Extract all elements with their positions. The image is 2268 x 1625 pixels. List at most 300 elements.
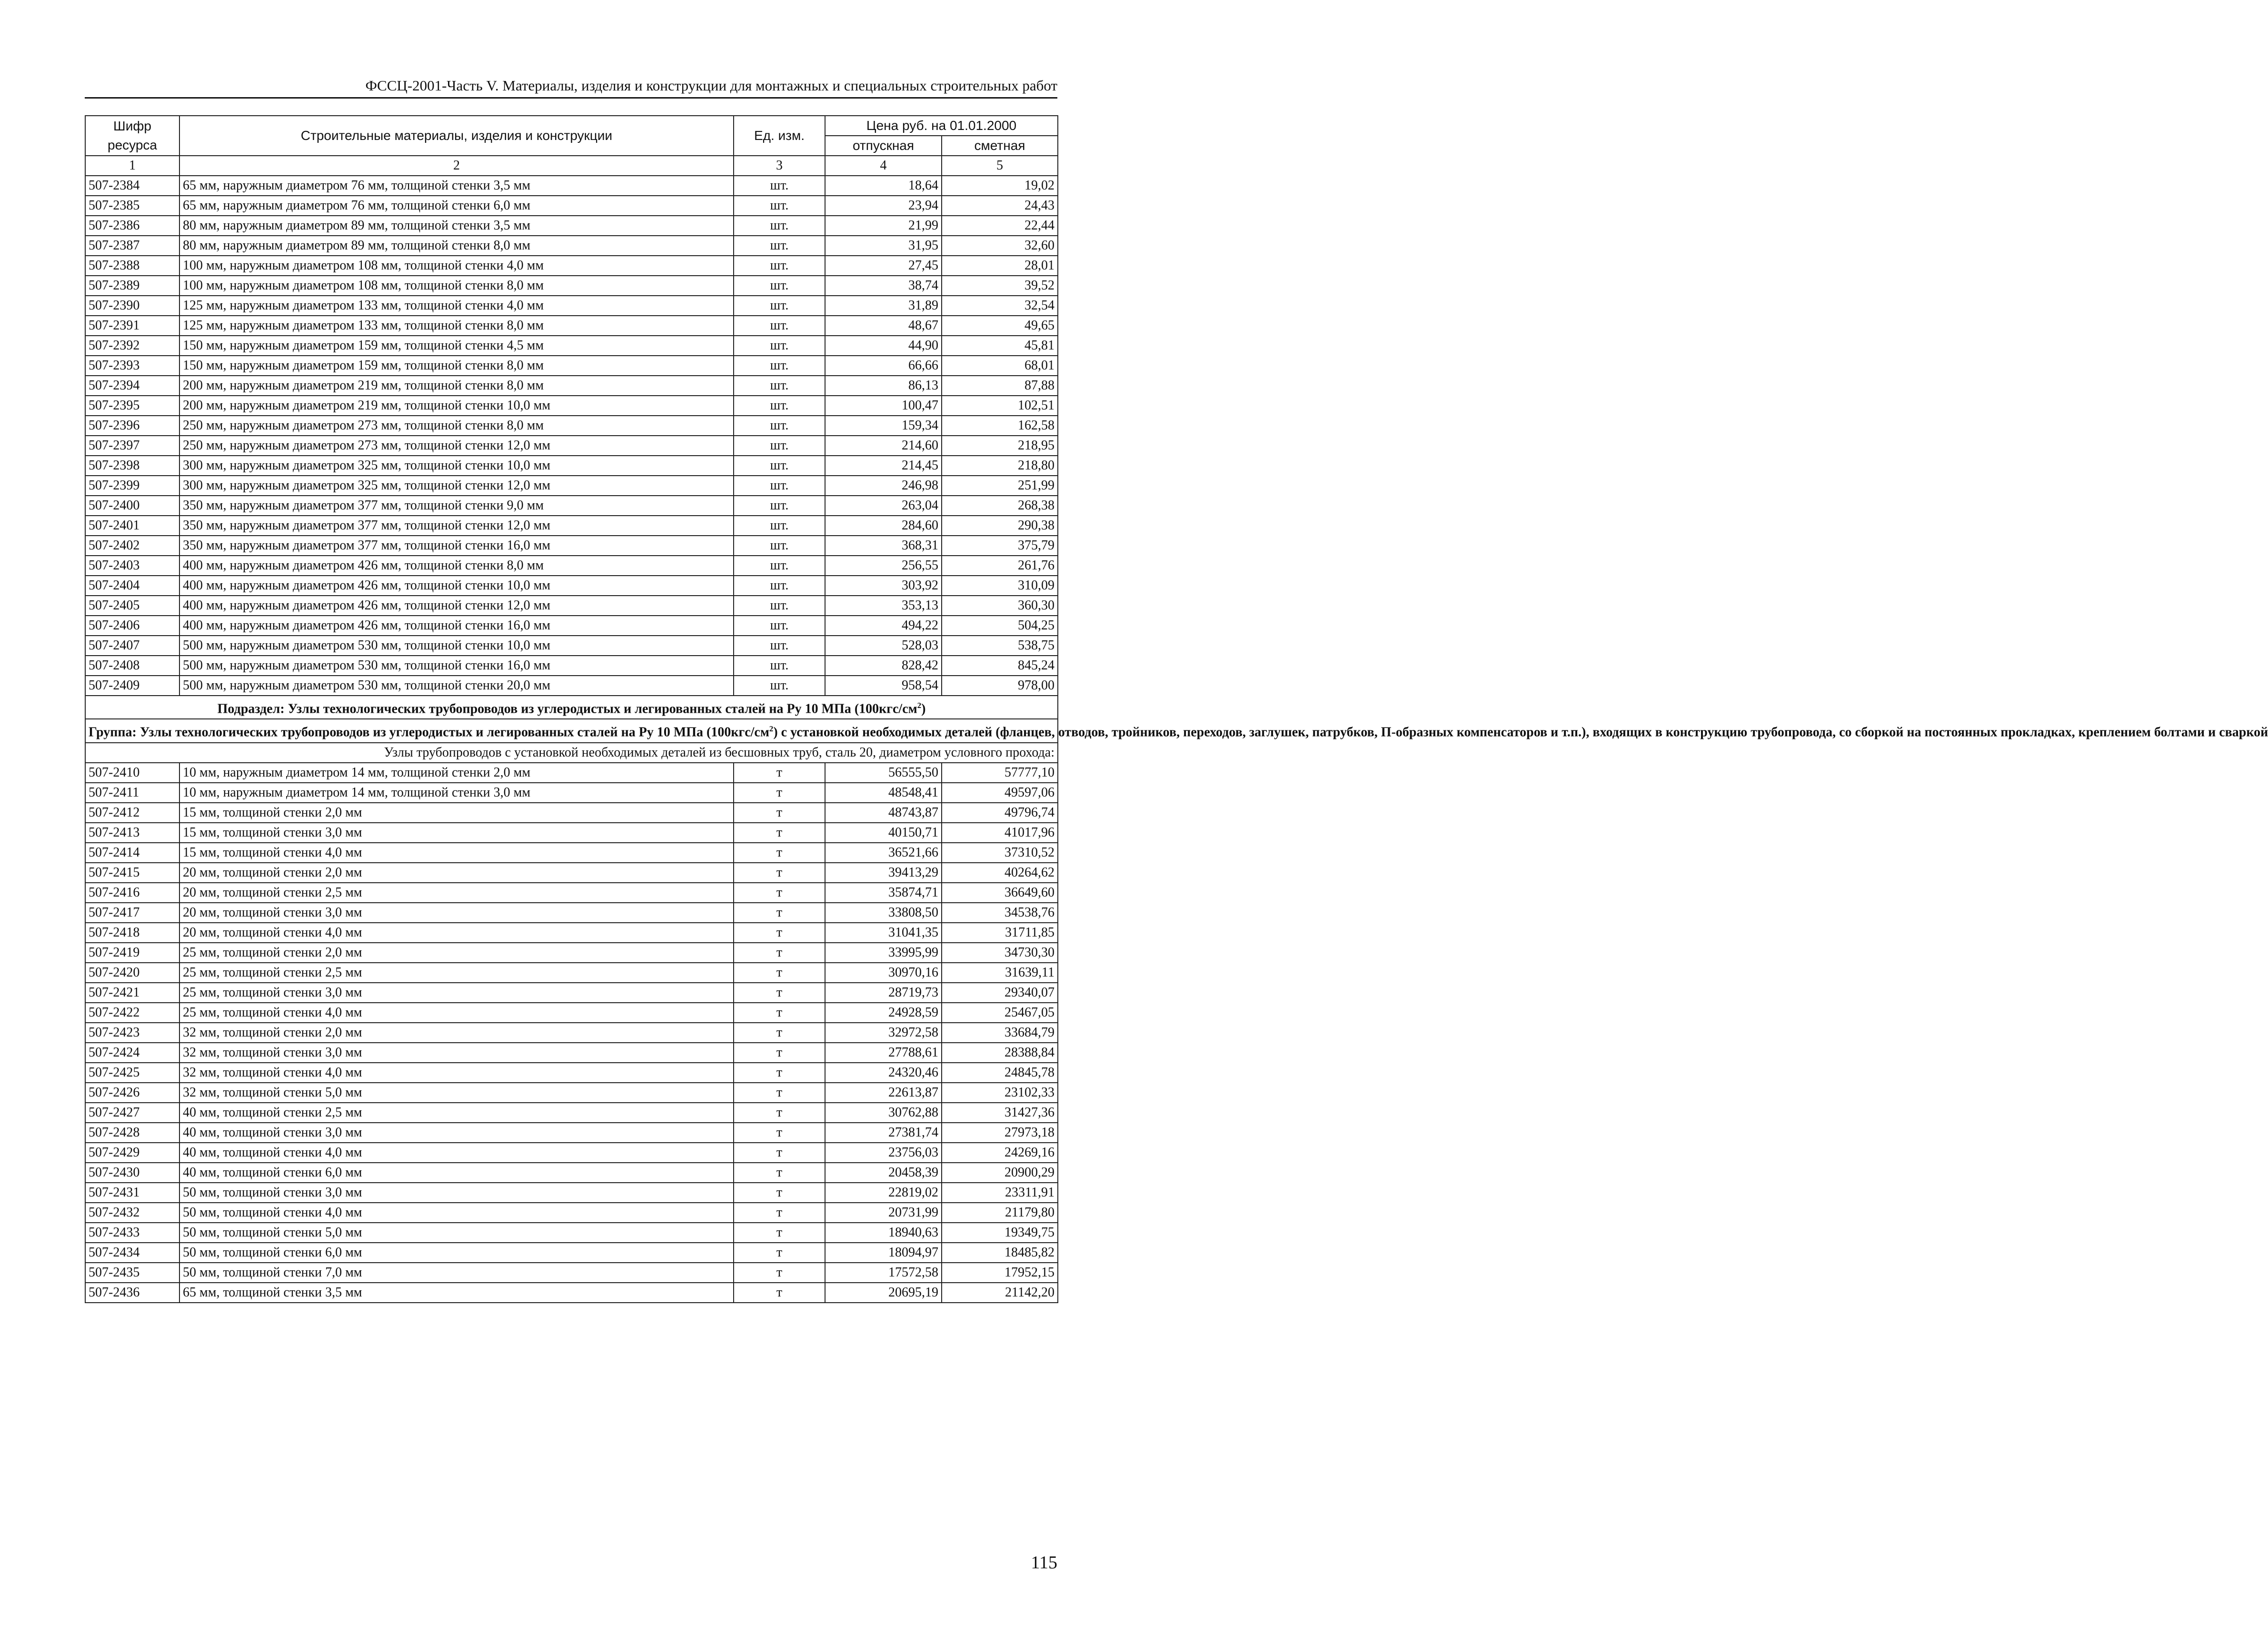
unit-of-measure: шт. <box>734 396 825 416</box>
page-number: 115 <box>1031 1553 1057 1573</box>
release-price: 23,94 <box>825 196 942 216</box>
table-row <box>85 416 1058 436</box>
estimate-price: 87,88 <box>942 376 1058 396</box>
header-estimate-price: сметная <box>942 136 1058 156</box>
release-price: 284,60 <box>825 516 942 536</box>
estimate-price: 34730,30 <box>942 943 1058 963</box>
estimate-price: 21179,80 <box>942 1203 1058 1223</box>
group-row <box>85 719 1058 742</box>
resource-code: 507-2402 <box>85 536 179 556</box>
resource-code: 507-2421 <box>85 983 179 1003</box>
unit-of-measure: шт. <box>734 376 825 396</box>
material-name: 100 мм, наружным диаметром 108 мм, толщиной стенки 4,0 мм <box>179 256 734 276</box>
release-price: 27,45 <box>825 256 942 276</box>
estimate-price: 22,44 <box>942 216 1058 236</box>
table-row <box>85 883 1058 903</box>
group-title-rest: ) с установкой необходимых деталей (фланцев, отводов, тройников, переходов, заглушек, патрубков, П-образных компенсаторов и т.п.), входящих в конструкцию трубопровода, со сборкой на постоянных прокладках, креплением болтами и сваркой <box>773 725 2268 740</box>
unit-of-measure: т <box>734 1143 825 1163</box>
material-name: 125 мм, наружным диаметром 133 мм, толщиной стенки 8,0 мм <box>179 316 734 336</box>
material-name: 32 мм, толщиной стенки 5,0 мм <box>179 1083 734 1103</box>
material-name: 10 мм, наружным диаметром 14 мм, толщиной стенки 3,0 мм <box>179 783 734 803</box>
unit-of-measure: т <box>734 783 825 803</box>
resource-code: 507-2390 <box>85 296 179 316</box>
estimate-price: 37310,52 <box>942 843 1058 863</box>
release-price: 494,22 <box>825 616 942 636</box>
resource-code: 507-2409 <box>85 676 179 696</box>
estimate-price: 24,43 <box>942 196 1058 216</box>
material-name: 25 мм, толщиной стенки 3,0 мм <box>179 983 734 1003</box>
estimate-price: 49796,74 <box>942 803 1058 823</box>
release-price: 36521,66 <box>825 843 942 863</box>
material-name: 40 мм, толщиной стенки 4,0 мм <box>179 1143 734 1163</box>
subheader-text: Узлы трубопроводов с установкой необходимых деталей из бесшовных труб, сталь 20, диаметром условного прохода: <box>85 743 1058 763</box>
resource-code: 507-2396 <box>85 416 179 436</box>
material-name: 32 мм, толщиной стенки 4,0 мм <box>179 1063 734 1083</box>
unit-of-measure: шт. <box>734 216 825 236</box>
table-row <box>85 176 1058 196</box>
material-name: 65 мм, толщиной стенки 3,5 мм <box>179 1283 734 1303</box>
unit-of-measure: т <box>734 1183 825 1203</box>
table-row <box>85 1163 1058 1183</box>
release-price: 263,04 <box>825 496 942 516</box>
running-header: ФССЦ-2001-Часть V. Материалы, изделия и конструкции для монтажных и специальных строительных работ <box>365 77 1057 94</box>
estimate-price: 29340,07 <box>942 983 1058 1003</box>
estimate-price: 49,65 <box>942 316 1058 336</box>
table-row <box>85 1203 1058 1223</box>
release-price: 31041,35 <box>825 923 942 943</box>
table-row <box>85 636 1058 656</box>
unit-of-measure: т <box>734 983 825 1003</box>
unit-of-measure: т <box>734 1103 825 1123</box>
release-price: 48743,87 <box>825 803 942 823</box>
material-name: 300 мм, наружным диаметром 325 мм, толщиной стенки 12,0 мм <box>179 476 734 496</box>
unit-of-measure: т <box>734 903 825 923</box>
unit-of-measure: шт. <box>734 436 825 456</box>
unit-of-measure: т <box>734 863 825 883</box>
material-name: 50 мм, толщиной стенки 6,0 мм <box>179 1243 734 1263</box>
release-price: 30762,88 <box>825 1103 942 1123</box>
material-name: 40 мм, толщиной стенки 2,5 мм <box>179 1103 734 1123</box>
resource-code: 507-2397 <box>85 436 179 456</box>
release-price: 353,13 <box>825 596 942 616</box>
column-number: 5 <box>942 156 1058 176</box>
resource-code: 507-2413 <box>85 823 179 843</box>
release-price: 39413,29 <box>825 863 942 883</box>
release-price: 38,74 <box>825 276 942 296</box>
resource-code: 507-2424 <box>85 1043 179 1063</box>
release-price: 31,95 <box>825 236 942 256</box>
group-title-sup: 2 <box>769 724 774 734</box>
release-price: 33995,99 <box>825 943 942 963</box>
table-row <box>85 396 1058 416</box>
release-price: 18094,97 <box>825 1243 942 1263</box>
resource-code: 507-2388 <box>85 256 179 276</box>
table-row <box>85 436 1058 456</box>
resource-code: 507-2389 <box>85 276 179 296</box>
material-name: 80 мм, наружным диаметром 89 мм, толщиной стенки 8,0 мм <box>179 236 734 256</box>
estimate-price: 31427,36 <box>942 1103 1058 1123</box>
unit-of-measure: т <box>734 763 825 783</box>
resource-code: 507-2431 <box>85 1183 179 1203</box>
estimate-price: 978,00 <box>942 676 1058 696</box>
resource-code: 507-2403 <box>85 556 179 576</box>
estimate-price: 23102,33 <box>942 1083 1058 1103</box>
estimate-price: 45,81 <box>942 336 1058 356</box>
estimate-price: 310,09 <box>942 576 1058 596</box>
resource-code: 507-2435 <box>85 1263 179 1283</box>
unit-of-measure: шт. <box>734 636 825 656</box>
unit-of-measure: шт. <box>734 676 825 696</box>
estimate-price: 28388,84 <box>942 1043 1058 1063</box>
estimate-price: 39,52 <box>942 276 1058 296</box>
resource-code: 507-2412 <box>85 803 179 823</box>
release-price: 20731,99 <box>825 1203 942 1223</box>
column-number-row <box>85 156 1058 176</box>
resource-code: 507-2399 <box>85 476 179 496</box>
material-name: 50 мм, толщиной стенки 3,0 мм <box>179 1183 734 1203</box>
release-price: 17572,58 <box>825 1263 942 1283</box>
table-header-row <box>85 116 1058 136</box>
material-name: 500 мм, наружным диаметром 530 мм, толщиной стенки 10,0 мм <box>179 636 734 656</box>
resource-code: 507-2411 <box>85 783 179 803</box>
table-row <box>85 763 1058 783</box>
table-row <box>85 676 1058 696</box>
table-row <box>85 296 1058 316</box>
material-name: 350 мм, наружным диаметром 377 мм, толщиной стенки 12,0 мм <box>179 516 734 536</box>
material-name: 250 мм, наружным диаметром 273 мм, толщиной стенки 12,0 мм <box>179 436 734 456</box>
resource-code: 507-2414 <box>85 843 179 863</box>
estimate-price: 32,60 <box>942 236 1058 256</box>
release-price: 368,31 <box>825 536 942 556</box>
unit-of-measure: шт. <box>734 596 825 616</box>
resource-code: 507-2407 <box>85 636 179 656</box>
table-row <box>85 536 1058 556</box>
estimate-price: 162,58 <box>942 416 1058 436</box>
unit-of-measure: шт. <box>734 476 825 496</box>
table-row <box>85 923 1058 943</box>
estimate-price: 261,76 <box>942 556 1058 576</box>
unit-of-measure: т <box>734 1283 825 1303</box>
subsection-title-end: ) <box>921 701 926 717</box>
estimate-price: 36649,60 <box>942 883 1058 903</box>
estimate-price: 218,80 <box>942 456 1058 476</box>
release-price: 100,47 <box>825 396 942 416</box>
material-name: 50 мм, толщиной стенки 5,0 мм <box>179 1223 734 1243</box>
table-row <box>85 616 1058 636</box>
release-price: 56555,50 <box>825 763 942 783</box>
release-price: 20695,19 <box>825 1283 942 1303</box>
estimate-price: 375,79 <box>942 536 1058 556</box>
unit-of-measure: т <box>734 823 825 843</box>
release-price: 828,42 <box>825 656 942 676</box>
release-price: 528,03 <box>825 636 942 656</box>
estimate-price: 31711,85 <box>942 923 1058 943</box>
estimate-price: 68,01 <box>942 356 1058 376</box>
resource-code: 507-2401 <box>85 516 179 536</box>
resource-code: 507-2408 <box>85 656 179 676</box>
resource-code: 507-2427 <box>85 1103 179 1123</box>
material-name: 65 мм, наружным диаметром 76 мм, толщиной стенки 3,5 мм <box>179 176 734 196</box>
table-row <box>85 1263 1058 1283</box>
table-row <box>85 236 1058 256</box>
table-row <box>85 596 1058 616</box>
resource-code: 507-2410 <box>85 763 179 783</box>
unit-of-measure: шт. <box>734 276 825 296</box>
resource-code: 507-2400 <box>85 496 179 516</box>
resource-code: 507-2432 <box>85 1203 179 1223</box>
resource-code: 507-2406 <box>85 616 179 636</box>
estimate-price: 23311,91 <box>942 1183 1058 1203</box>
table-row <box>85 576 1058 596</box>
release-price: 20458,39 <box>825 1163 942 1183</box>
unit-of-measure: т <box>734 1263 825 1283</box>
unit-of-measure: т <box>734 1003 825 1023</box>
release-price: 303,92 <box>825 576 942 596</box>
estimate-price: 27973,18 <box>942 1123 1058 1143</box>
subsection-title-sup: 2 <box>917 701 922 710</box>
unit-of-measure: т <box>734 1123 825 1143</box>
subheader-row <box>85 743 1058 763</box>
material-name: 20 мм, толщиной стенки 2,5 мм <box>179 883 734 903</box>
unit-of-measure: шт. <box>734 496 825 516</box>
release-price: 958,54 <box>825 676 942 696</box>
material-name: 15 мм, толщиной стенки 2,0 мм <box>179 803 734 823</box>
estimate-price: 845,24 <box>942 656 1058 676</box>
release-price: 27788,61 <box>825 1043 942 1063</box>
resource-code: 507-2394 <box>85 376 179 396</box>
unit-of-measure: шт. <box>734 176 825 196</box>
table-row <box>85 1063 1058 1083</box>
estimate-price: 251,99 <box>942 476 1058 496</box>
unit-of-measure: шт. <box>734 296 825 316</box>
table-row <box>85 903 1058 923</box>
release-price: 246,98 <box>825 476 942 496</box>
table-row <box>85 983 1058 1003</box>
resource-code: 507-2416 <box>85 883 179 903</box>
estimate-price: 28,01 <box>942 256 1058 276</box>
group-title-text: Группа: Узлы технологических трубопроводов из углеродистых и легированных сталей на Ру 10 МПа (100кгс/см <box>89 725 769 740</box>
table-row <box>85 356 1058 376</box>
unit-of-measure: т <box>734 1043 825 1063</box>
unit-of-measure: шт. <box>734 616 825 636</box>
table-row <box>85 803 1058 823</box>
resource-code: 507-2428 <box>85 1123 179 1143</box>
estimate-price: 41017,96 <box>942 823 1058 843</box>
estimate-price: 21142,20 <box>942 1283 1058 1303</box>
release-price: 66,66 <box>825 356 942 376</box>
unit-of-measure: шт. <box>734 556 825 576</box>
table-row <box>85 1003 1058 1023</box>
estimate-price: 49597,06 <box>942 783 1058 803</box>
resource-code: 507-2386 <box>85 216 179 236</box>
material-name: 250 мм, наружным диаметром 273 мм, толщиной стенки 8,0 мм <box>179 416 734 436</box>
estimate-price: 34538,76 <box>942 903 1058 923</box>
unit-of-measure: шт. <box>734 416 825 436</box>
material-name: 300 мм, наружным диаметром 325 мм, толщиной стенки 10,0 мм <box>179 456 734 476</box>
unit-of-measure: шт. <box>734 576 825 596</box>
resource-code: 507-2387 <box>85 236 179 256</box>
unit-of-measure: шт. <box>734 536 825 556</box>
group-title <box>85 719 2268 742</box>
header-code: Шифр ресурса <box>85 116 179 156</box>
table-row <box>85 963 1058 983</box>
release-price: 22819,02 <box>825 1183 942 1203</box>
table-row <box>85 1123 1058 1143</box>
resource-code: 507-2420 <box>85 963 179 983</box>
material-name: 32 мм, толщиной стенки 2,0 мм <box>179 1023 734 1043</box>
resource-code: 507-2430 <box>85 1163 179 1183</box>
material-name: 200 мм, наружным диаметром 219 мм, толщиной стенки 8,0 мм <box>179 376 734 396</box>
column-number: 2 <box>179 156 734 176</box>
unit-of-measure: т <box>734 883 825 903</box>
unit-of-measure: т <box>734 1203 825 1223</box>
table-row <box>85 1083 1058 1103</box>
table-row <box>85 456 1058 476</box>
material-name: 500 мм, наружным диаметром 530 мм, толщиной стенки 16,0 мм <box>179 656 734 676</box>
release-price: 48548,41 <box>825 783 942 803</box>
table-row <box>85 216 1058 236</box>
header-divider <box>85 97 1057 99</box>
estimate-price: 24845,78 <box>942 1063 1058 1083</box>
estimate-price: 290,38 <box>942 516 1058 536</box>
material-name: 65 мм, наружным диаметром 76 мм, толщиной стенки 6,0 мм <box>179 196 734 216</box>
estimate-price: 504,25 <box>942 616 1058 636</box>
table-row <box>85 1243 1058 1263</box>
table-row <box>85 823 1058 843</box>
release-price: 24928,59 <box>825 1003 942 1023</box>
table-row <box>85 476 1058 496</box>
subsection-row <box>85 696 1058 719</box>
release-price: 21,99 <box>825 216 942 236</box>
release-price: 86,13 <box>825 376 942 396</box>
material-name: 500 мм, наружным диаметром 530 мм, толщиной стенки 20,0 мм <box>179 676 734 696</box>
unit-of-measure: шт. <box>734 256 825 276</box>
table-row <box>85 656 1058 676</box>
resource-code: 507-2405 <box>85 596 179 616</box>
table-row <box>85 1283 1058 1303</box>
rows-section-a <box>85 176 1058 696</box>
resource-code: 507-2417 <box>85 903 179 923</box>
material-name: 50 мм, толщиной стенки 4,0 мм <box>179 1203 734 1223</box>
resource-code: 507-2392 <box>85 336 179 356</box>
unit-of-measure: т <box>734 943 825 963</box>
table-row <box>85 376 1058 396</box>
material-name: 400 мм, наружным диаметром 426 мм, толщиной стенки 8,0 мм <box>179 556 734 576</box>
price-table <box>85 115 2268 1303</box>
column-number: 1 <box>85 156 179 176</box>
release-price: 28719,73 <box>825 983 942 1003</box>
release-price: 22613,87 <box>825 1083 942 1103</box>
material-name: 50 мм, толщиной стенки 7,0 мм <box>179 1263 734 1283</box>
release-price: 32972,58 <box>825 1023 942 1043</box>
material-name: 20 мм, толщиной стенки 3,0 мм <box>179 903 734 923</box>
header-price: Цена руб. на 01.01.2000 <box>825 116 1058 136</box>
release-price: 44,90 <box>825 336 942 356</box>
table-row <box>85 1103 1058 1123</box>
unit-of-measure: шт. <box>734 656 825 676</box>
estimate-price: 102,51 <box>942 396 1058 416</box>
material-name: 200 мм, наружным диаметром 219 мм, толщиной стенки 10,0 мм <box>179 396 734 416</box>
unit-of-measure: шт. <box>734 456 825 476</box>
estimate-price: 18485,82 <box>942 1243 1058 1263</box>
table-row <box>85 1023 1058 1043</box>
resource-code: 507-2423 <box>85 1023 179 1043</box>
release-price: 48,67 <box>825 316 942 336</box>
resource-code: 507-2434 <box>85 1243 179 1263</box>
estimate-price: 32,54 <box>942 296 1058 316</box>
material-name: 150 мм, наружным диаметром 159 мм, толщиной стенки 8,0 мм <box>179 356 734 376</box>
material-name: 25 мм, толщиной стенки 2,0 мм <box>179 943 734 963</box>
table-row <box>85 843 1058 863</box>
unit-of-measure: шт. <box>734 316 825 336</box>
material-name: 125 мм, наружным диаметром 133 мм, толщиной стенки 4,0 мм <box>179 296 734 316</box>
table-row <box>85 256 1058 276</box>
material-name: 32 мм, толщиной стенки 3,0 мм <box>179 1043 734 1063</box>
material-name: 150 мм, наружным диаметром 159 мм, толщиной стенки 4,5 мм <box>179 336 734 356</box>
column-number: 4 <box>825 156 942 176</box>
release-price: 18,64 <box>825 176 942 196</box>
material-name: 400 мм, наружным диаметром 426 мм, толщиной стенки 12,0 мм <box>179 596 734 616</box>
unit-of-measure: шт. <box>734 336 825 356</box>
release-price: 33808,50 <box>825 903 942 923</box>
material-name: 20 мм, толщиной стенки 4,0 мм <box>179 923 734 943</box>
resource-code: 507-2393 <box>85 356 179 376</box>
resource-code: 507-2419 <box>85 943 179 963</box>
resource-code: 507-2384 <box>85 176 179 196</box>
release-price: 23756,03 <box>825 1143 942 1163</box>
resource-code: 507-2418 <box>85 923 179 943</box>
release-price: 214,45 <box>825 456 942 476</box>
material-name: 350 мм, наружным диаметром 377 мм, толщиной стенки 9,0 мм <box>179 496 734 516</box>
resource-code: 507-2395 <box>85 396 179 416</box>
subsection-title-text: Подраздел: Узлы технологических трубопроводов из углеродистых и легированных сталей на Ру 10 МПа (100кгс/см <box>217 701 917 717</box>
material-name: 40 мм, толщиной стенки 3,0 мм <box>179 1123 734 1143</box>
unit-of-measure: т <box>734 963 825 983</box>
unit-of-measure: шт. <box>734 516 825 536</box>
table-row <box>85 276 1058 296</box>
estimate-price: 33684,79 <box>942 1023 1058 1043</box>
material-name: 10 мм, наружным диаметром 14 мм, толщиной стенки 2,0 мм <box>179 763 734 783</box>
table-row <box>85 863 1058 883</box>
unit-of-measure: шт. <box>734 196 825 216</box>
release-price: 27381,74 <box>825 1123 942 1143</box>
material-name: 80 мм, наружным диаметром 89 мм, толщиной стенки 3,5 мм <box>179 216 734 236</box>
release-price: 30970,16 <box>825 963 942 983</box>
material-name: 25 мм, толщиной стенки 2,5 мм <box>179 963 734 983</box>
unit-of-measure: т <box>734 1223 825 1243</box>
table-row <box>85 943 1058 963</box>
estimate-price: 19,02 <box>942 176 1058 196</box>
estimate-price: 24269,16 <box>942 1143 1058 1163</box>
table-row <box>85 196 1058 216</box>
resource-code: 507-2426 <box>85 1083 179 1103</box>
unit-of-measure: т <box>734 803 825 823</box>
unit-of-measure: т <box>734 1023 825 1043</box>
unit-of-measure: т <box>734 1083 825 1103</box>
resource-code: 507-2415 <box>85 863 179 883</box>
table-row <box>85 336 1058 356</box>
material-name: 100 мм, наружным диаметром 108 мм, толщиной стенки 8,0 мм <box>179 276 734 296</box>
estimate-price: 538,75 <box>942 636 1058 656</box>
estimate-price: 25467,05 <box>942 1003 1058 1023</box>
release-price: 214,60 <box>825 436 942 456</box>
material-name: 25 мм, толщиной стенки 4,0 мм <box>179 1003 734 1023</box>
table-row <box>85 556 1058 576</box>
unit-of-measure: шт. <box>734 356 825 376</box>
unit-of-measure: т <box>734 1063 825 1083</box>
unit-of-measure: т <box>734 843 825 863</box>
release-price: 40150,71 <box>825 823 942 843</box>
